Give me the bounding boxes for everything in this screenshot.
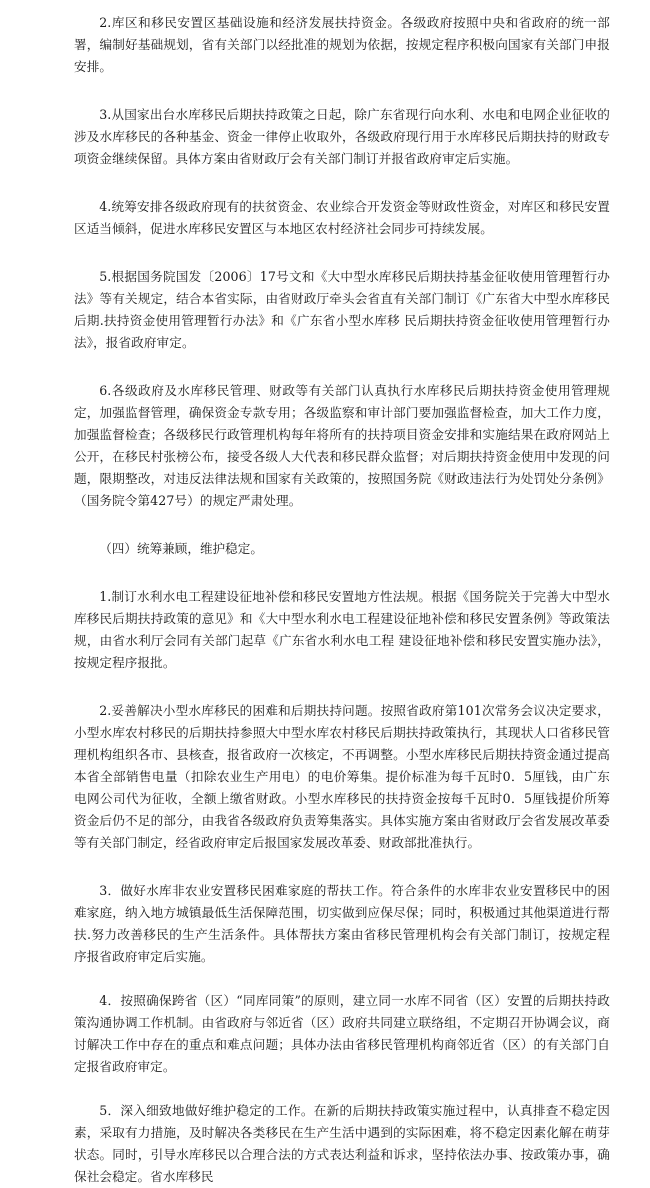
paragraph-management-measures: 5.根据国务院国发〔2006〕17号文和《大中型水库移民后期扶持基金征收使用管理暂行办法》等有关规定，结合本省实际，由省财政厅牵头会省直有关部门制订《广东省大中型水库移民后期.扶持资金使用管理暂行办法》和《广东省小型水库移 民后期扶持资金征收使用管理暂行办法》，报省政府审定。 <box>74 269 610 350</box>
paragraph-non-agricultural-aid: 3．做好水库非农业安置移民困难家庭的帮扶工作。符合条件的水库非农业安置移民中的困难家庭，纳入地方城镇最低生活保障范围，切实做到应保尽保；同时，积极通过其他渠道进行帮扶.努力改善移民的生产生活条件。具体帮扶方案由省移民管理机构会有关部门制订，按规定程序报省政府审定后实施。 <box>74 883 610 964</box>
paragraph-cross-province: 4．按照确保跨省（区）“同库同策”的原则，建立同一水库不同省（区）安置的后期扶持政策沟通协调工作机制。由省政府与邻近省（区）政府共同建立联络组，不定期召开协调会议，商讨解决工作中存在的重点和难点问题；具体办法由省移民管理机构商邻近省（区）的有关部门自定报省政府审定。 <box>74 993 610 1074</box>
paragraph-funds-coordination: 4.统筹安排各级政府现有的扶贫资金、农业综合开发资金等财政性资金，对库区和移民安置区适当倾斜，促进水库移民安置区与本地区农村经济社会同步可持续发展。 <box>74 199 610 236</box>
paragraph-small-reservoirs: 2.妥善解决小型水库移民的困难和后期扶持问题。按照省政府第101次常务会议决定要求，小型水库农村移民的后期扶持参照大中型水库农村移民后期扶持政策执行，其现状人口省移民管理机构组织各市、县核查，报省政府一次核定，不再调整。小型水库移民后期扶持资金通过提高本省全部销售电量（扣除农业生产用电）的电价筹集。提价标准为每千瓦时0．5厘钱，由广东电网公司代为征收，全额上缴省财政。小型水库移民的扶持资金按每千瓦时0．5厘钱提价所筹资金后仍不足的部分，由我省各级政府负责筹集落实。具体实施方案由省财政厅会省发展改革委等有关部门制定，经省政府审定后报国家发展改革委、财政部批准执行。 <box>74 703 610 850</box>
section-heading-stability: （四）统筹兼顾，维护稳定。 <box>99 541 263 556</box>
paragraph-funds-infrastructure: 2.库区和移民安置区基础设施和经济发展扶持资金。各级政府按照中央和省政府的统一部署，编制好基础规划，省有关部门以经批准的规划为依据，按规定程序积极向国家有关部门申报安排。 <box>74 15 610 74</box>
paragraph-maintain-stability: 5．深入细致地做好维护稳定的工作。在新的后期扶持政策实施过程中，认真排查不稳定因素，采取有力措施，及时解决各类移民在生产生活中遇到的实际困难，将不稳定因素化解在萌芽状态。同时，引导水库移民以合理合法的方式表达利益和诉求，坚持依法办事、按政策办事，确保社会稳定。省水库移民 <box>74 1103 610 1184</box>
paragraph-supervision: 6.各级政府及水库移民管理、财政等有关部门认真执行水库移民后期扶持资金使用管理规定，加强监督管理，确保资金专款专用；各级监察和审计部门要加强监督检查，加大工作力度，加强监督检查；各级移民行政管理机构每年将所有的扶持项目资金安排和实施结果在政府网站上公开，在移民村张榜公布，接受各级人大代表和移民群众监督；对后期扶持资金使用中发现的问题，限期整改，对违反法律法规和国家有关政策的，按照国务院《财政违法行为处罚处分条例》（国务院令第427号）的规定严肃处理。 <box>74 383 610 508</box>
paragraph-funds-retained: 3.从国家出台水库移民后期扶持政策之日起，除广东省现行向水利、水电和电网企业征收的涉及水库移民的各种基金、资金一律停止收取外，各级政府现行用于水库移民后期扶持的财政专项资金继续保留。具体方案由省财政厅会有关部门制订并报省政府审定后实施。 <box>74 107 610 166</box>
paragraph-regulations: 1.制订水利水电工程建设征地补偿和移民安置地方性法规。根据《国务院关于完善大中型水库移民后期扶持政策的意见》和《大中型水利水电工程建设征地补偿和移民安置条例》等政策法规，由省水利厅会同有关部门起草《广东省水利水电工程 建设征地补偿和移民安置实施办法》，按规定程序报批。 <box>74 589 610 670</box>
